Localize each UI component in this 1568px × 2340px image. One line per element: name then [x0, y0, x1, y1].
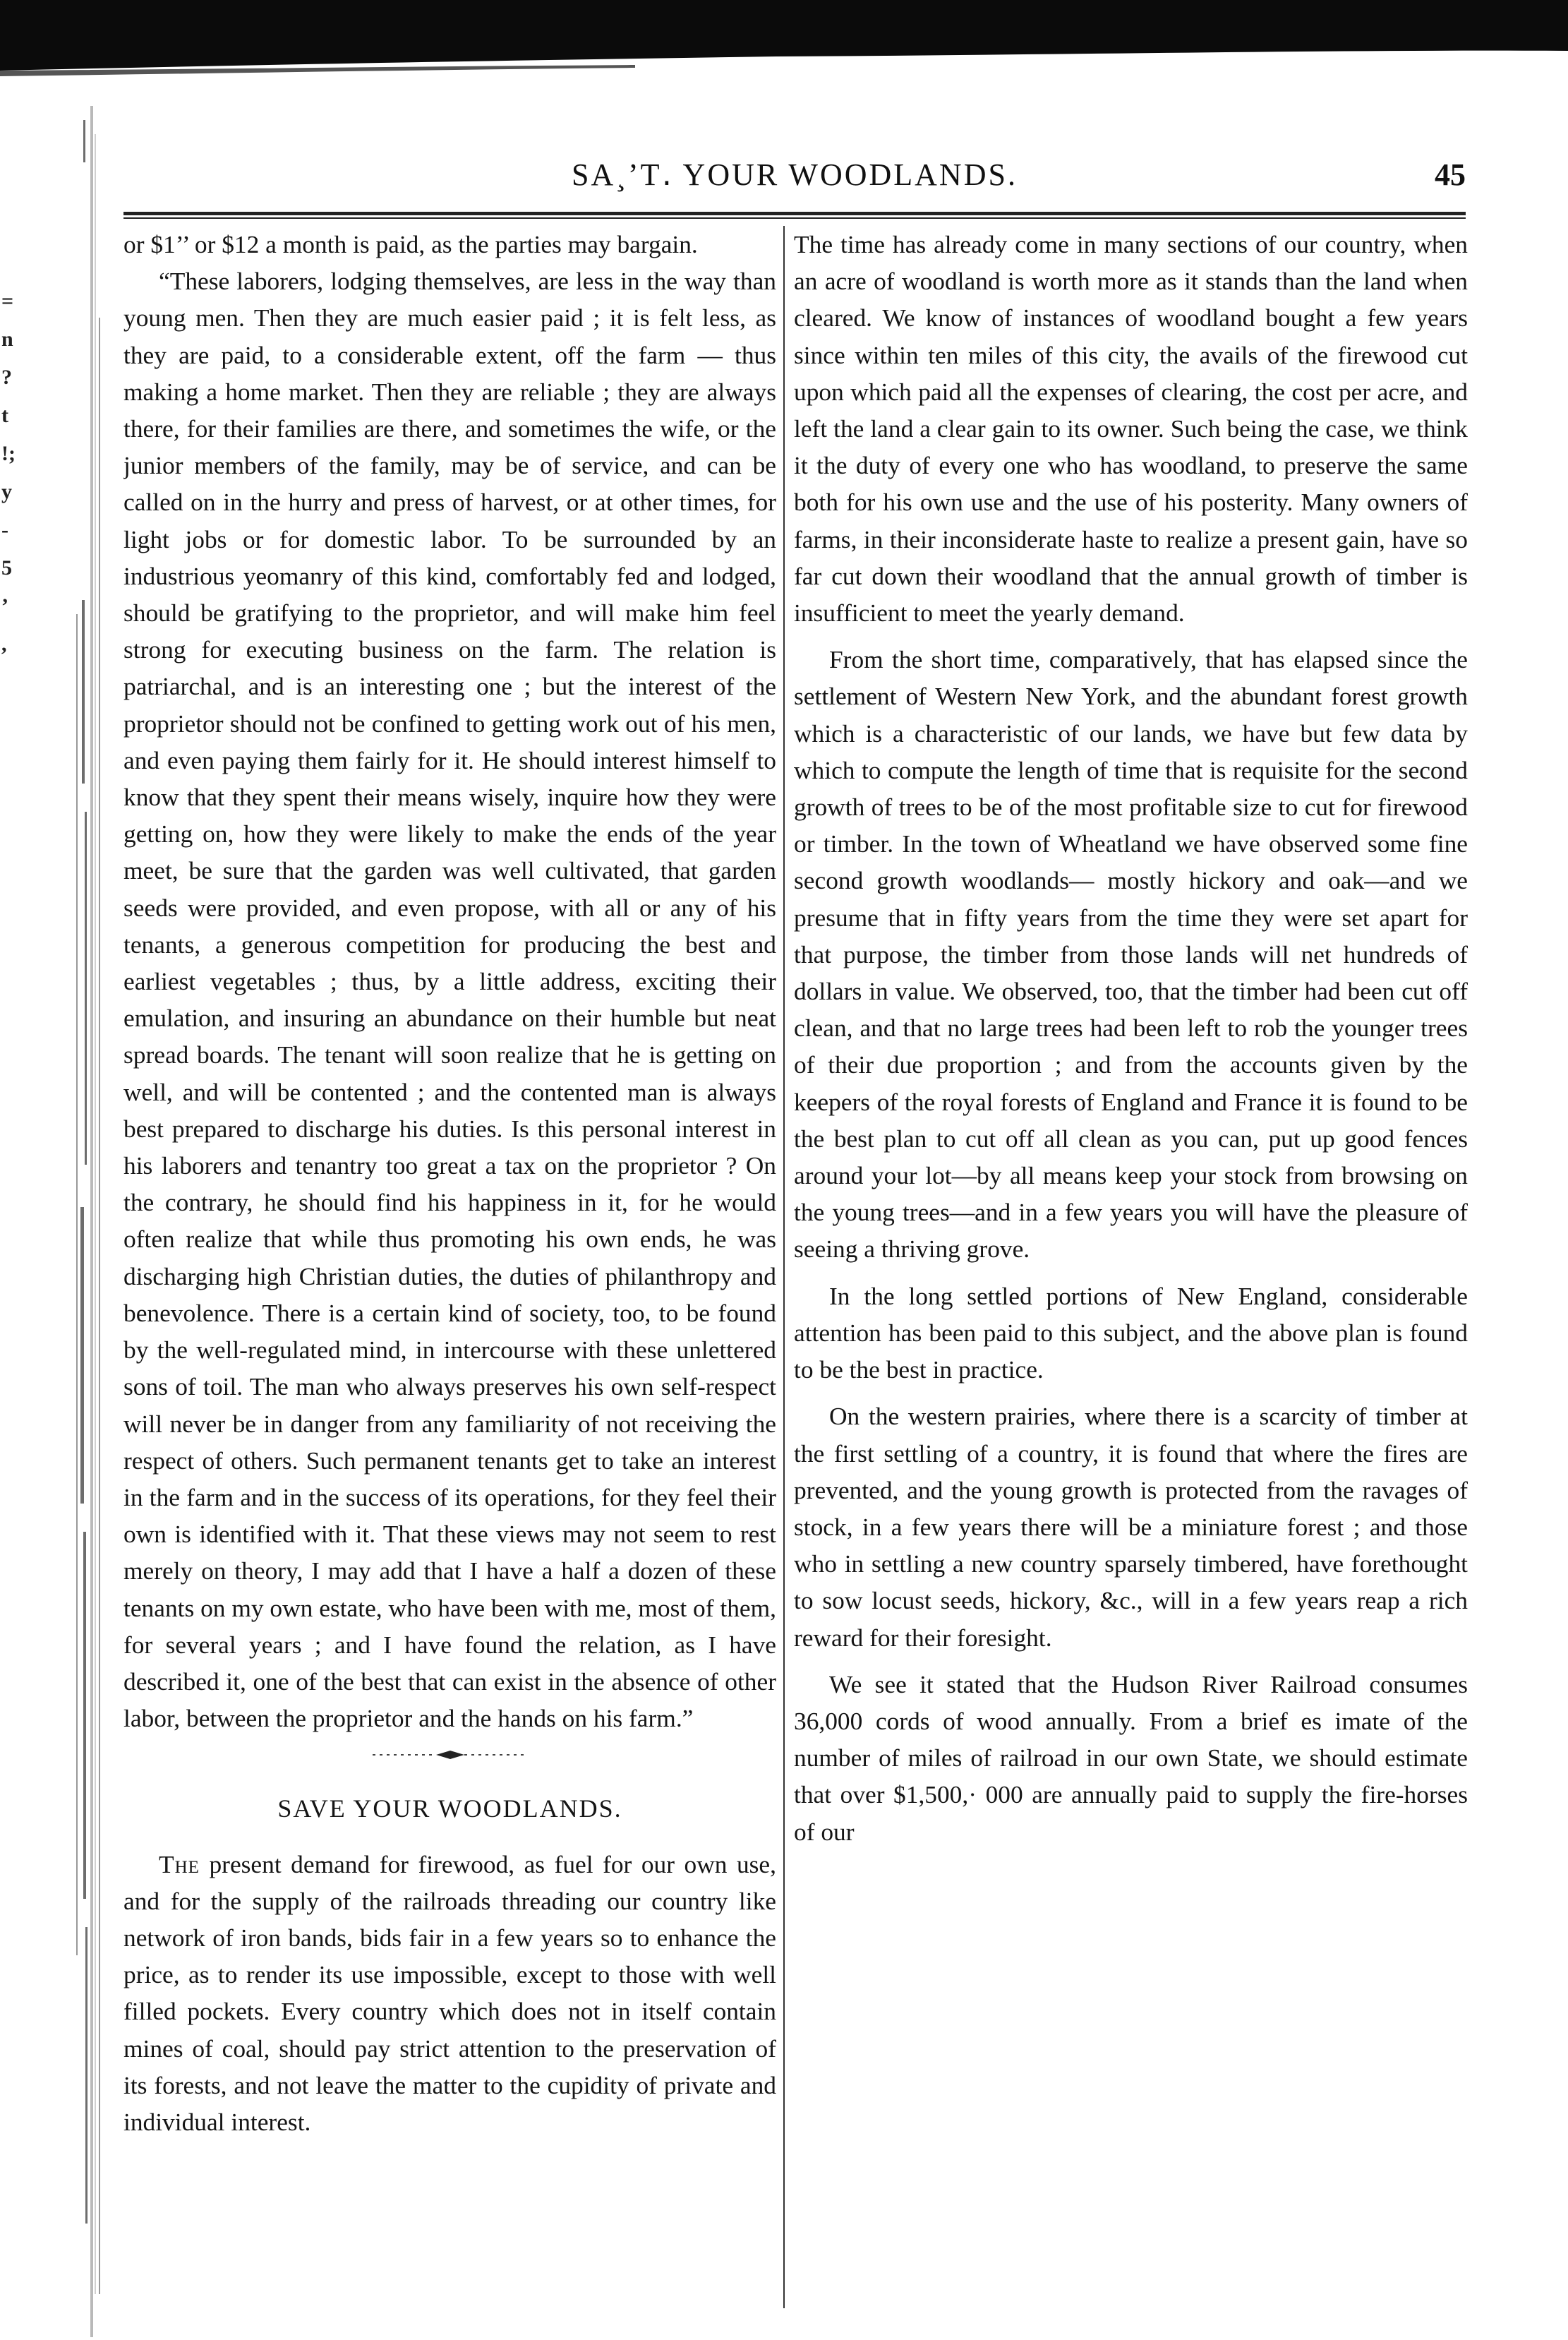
left-column	[123, 226, 776, 2301]
paragraph: “These laborers, lodging themselves, are less in the way than young men. Then they are much easier paid ; it is felt less, as they are paid, to a considerable extent, off the farm — thus making a home market. Then they are reliable ; they are always there, for their families are there, and sometimes the wife, or the junior members of the family, may be of service, and can be called on in the hurry and press of harvest, or at other times, for light jobs or for domestic labor. To be surrounded by an industrious yeomanry of this kind, comfortably fed and lodged, should be gratifying to the proprietor, and will make him feel strong for executing business on the farm. The relation is patriarchal, and is an interesting one ; but the interest of the proprietor should not be confined to getting work out of his men, and even paying them fairly for it. He should interest himself to know that they spent their means wisely, inquire how they were getting on, how they were likely to make the ends of the year meet, be sure that the garden was well cultivated, that garden seeds were provided, and even propose, with all or any of his tenants, a generous competition for producing the best and earliest vegetables ; thus, by a little address, exciting their emulation, and insuring an abundance on their humble but neat spread boards. The tenant will soon realize that he is getting on well, and will be contented ; and the contented man is always best prepared to discharge his duties. Is this personal interest in his laborers and tenantry too great a tax on the proprietor ? On the contrary, he should find his happiness in it, for he would often realize that while thus promoting his own ends, he was discharging high Christian duties, the duties of philanthropy and benevolence. There is a certain kind of society, too, to be found by the well-regulated mind, in intercourse with these unlettered sons of toil. The man who always preserves his own self-respect will never be in danger from any familiarity of not receiving the respect of others. Such permanent tenants get to take an interest in the farm and in the success of its operations, for they feel their own is identified with it. That these views may not seem to rest merely on theory, I may add that I have a half a dozen of these tenants on my own estate, who have been with me, most of them, for several years ; and I have found the relation, as I have described it, one of the best that can exist in the absence of other labor, between the proprietor and the hands on his farm.”	[123, 267, 776, 1733]
section-title: SAVE YOUR WOODLANDS.	[277, 1794, 622, 1823]
paragraph: In the long settled portions of New England, considerable attention has been paid to this subject, and the above plan is found to be the best in practice.	[794, 1281, 1468, 1384]
paragraph	[123, 1846, 776, 2141]
margin-mark: ,	[1, 632, 7, 656]
margin-mark: ’	[1, 594, 8, 618]
header-rule	[123, 212, 1466, 219]
paragraph-lead: The	[159, 1849, 200, 1878]
margin-mark: y	[1, 480, 12, 503]
column-rule	[783, 226, 785, 2308]
scan-top-border	[0, 0, 1568, 106]
margin-mark: n	[1, 328, 13, 351]
paragraph-body: present demand for firewood, as fuel for our own use, and for the supply of the railroads threading our country like network of iron bands, bids fair in a few years so to enhance the price, as to render its use impossible, except to those with well filled pockets. Every country which does not in itself contain mines of coal, should pay strict attention to the preservation of its forests, and not leave the matter to the cupidity of private and individual interest.	[123, 1849, 776, 2136]
paragraph: The time has already come in many sections of our country, when an acre of woodland is worth more as it stands than the land when cleared. We know of instances of woodland bought a few years since within ten miles of this city, the avails of the firewood cut upon which paid all the expenses of clearing, the cost per acre, and left the land a clear gain to its owner. Such being the case, we think it the duty of every one who has woodland, to preserve the same both for his own use and the use of his posterity. Many owners of farms, in their inconsiderate haste to realize a present gain, have so far cut down their woodland that the annual growth of timber is insufficient to meet the yearly demand.	[794, 230, 1468, 628]
running-head-title: SA¸’T․ YOUR WOODLANDS.	[572, 157, 1018, 192]
section-divider	[123, 1741, 776, 1783]
margin-mark: t	[1, 404, 8, 427]
right-column	[794, 226, 1468, 2301]
margin-mark: !;	[1, 442, 16, 465]
margin-mark: -	[1, 518, 8, 541]
binding-edge	[0, 106, 116, 2337]
paragraph: From the short time, comparatively, that has elapsed since the settlement of Western New York, and the abundant forest growth which is a characteristic of our lands, we have but few data by which to compute the length of time that is requisite for the second growth of trees to be of the most profitable size to cut for firewood or timber. In the town of Wheatland we have observed some fine second growth woodlands— mostly hickory and oak—and we presume that in fifty years from the time they were set apart for that purpose, the timber from those lands will net hundreds of dollars in value. We observed, too, that the timber had been cut off clean, and that no large trees had been left to rob the younger trees of their due proportion ; and from the accounts given by the keepers of the royal forests of England and France it is found to be the best plan to cut off all clean as you can, put up good fences around your lot—by all means keep your stock from browsing on the young trees—and in a few years you will have the pleasure of seeing a thriving grove.	[794, 645, 1468, 1264]
running-head	[123, 157, 1466, 199]
margin-mark: ?	[1, 366, 12, 389]
margin-mark: =	[1, 289, 14, 313]
margin-marks	[1, 282, 23, 664]
paragraph: or $1’’ or $12 a month is paid, as the parties may bargain.	[123, 230, 698, 258]
paragraph: We see it stated that the Hudson River Railroad consumes 36,000 cords of wood annually. From a brief es imate of the number of miles of railroad in our own State, we should estimate that over $1,500,· 000 are annually paid to supply the fire-horses of our	[794, 1669, 1468, 1846]
page-number: 45	[1435, 157, 1466, 192]
paragraph: On the western prairies, where there is a scarcity of timber at the first settling of a country, it is found that where the fires are prevented, and the young growth is protected from the ravages of stock, in a few years there will be a miniature forest ; and those who in settling a new country sparsely timbered, have forethought to sow locust seeds, hickory, &c., will in a few years reap a rich reward for their foresight.	[794, 1402, 1468, 1652]
margin-mark: 5	[1, 556, 12, 580]
